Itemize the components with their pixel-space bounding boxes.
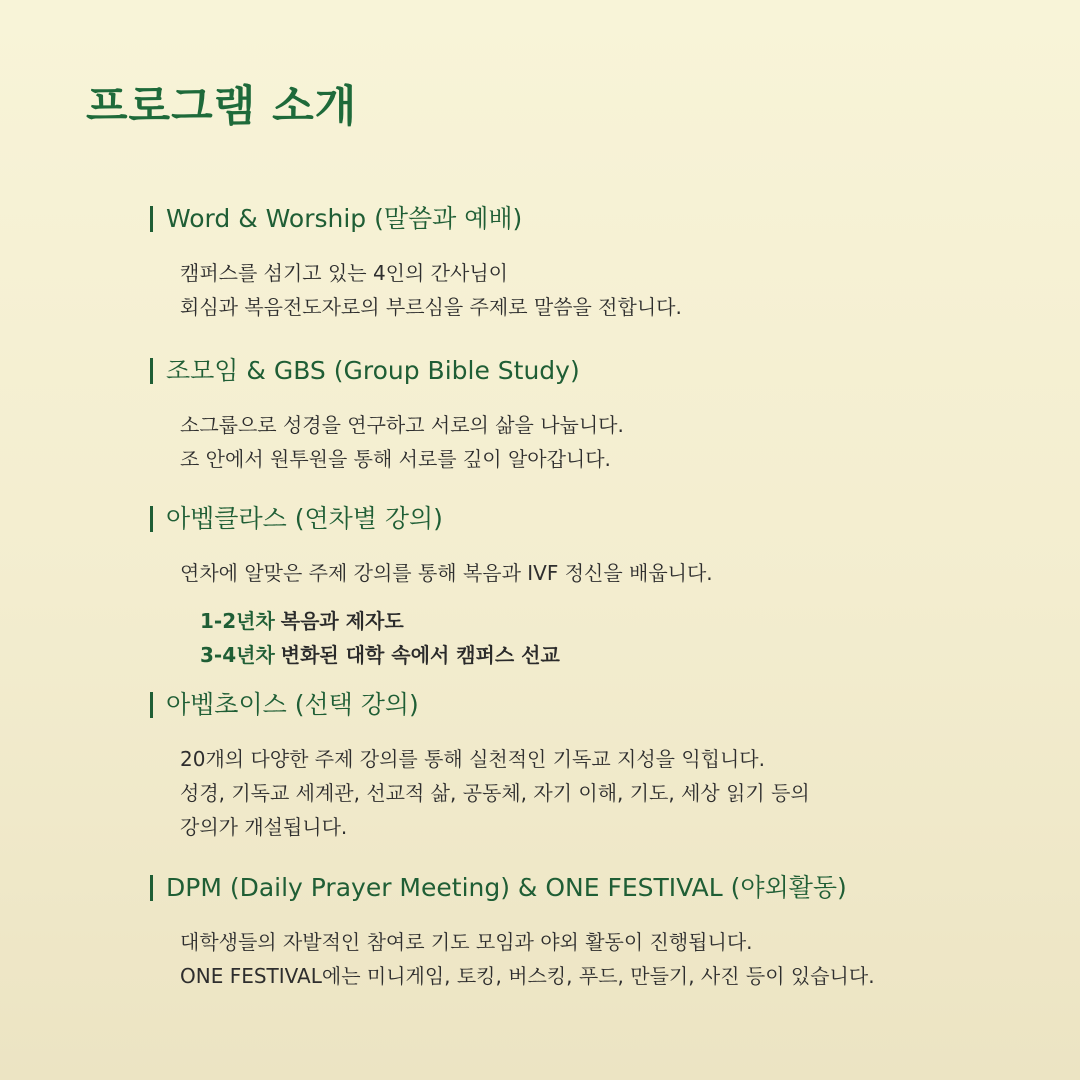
section-abeb-choice bbox=[150, 690, 1030, 844]
heading-bar-divider bbox=[150, 875, 153, 901]
heading-bar-divider bbox=[150, 206, 153, 232]
description-line: 강의가 개설됩니다. bbox=[180, 815, 348, 839]
description-line: 대학생들의 자발적인 참여로 기도 모임과 야외 활동이 진행됩니다. bbox=[180, 930, 753, 954]
section-heading bbox=[150, 690, 1030, 720]
section-heading bbox=[150, 356, 1030, 386]
section-description bbox=[180, 556, 1030, 590]
curriculum-topic: 복음과 제자도 bbox=[280, 609, 404, 633]
section-description bbox=[180, 742, 1030, 844]
description-line: 연차에 알맞은 주제 강의를 통해 복음과 IVF 정신을 배웁니다. bbox=[180, 561, 713, 585]
description-line: 20개의 다양한 주제 강의를 통해 실천적인 기독교 지성을 익힙니다. bbox=[180, 747, 765, 771]
curriculum-item bbox=[200, 604, 1030, 638]
section-heading-text: DPM (Daily Prayer Meeting) & ONE FESTIVAL (야외활동) bbox=[166, 873, 847, 902]
heading-bar-divider bbox=[150, 358, 153, 384]
curriculum-topic: 변화된 대학 속에서 캠퍼스 선교 bbox=[280, 643, 560, 667]
page-title: 프로그램 소개 bbox=[86, 82, 358, 132]
section-description bbox=[180, 925, 1030, 993]
curriculum-year: 3-4년차 bbox=[200, 643, 275, 667]
section-description bbox=[180, 408, 1030, 476]
description-line: ONE FESTIVAL에는 미니게임, 토킹, 버스킹, 푸드, 만들기, 사진 등이 있습니다. bbox=[180, 964, 875, 988]
section-heading bbox=[150, 873, 1030, 903]
curriculum-item bbox=[200, 638, 1030, 672]
section-heading bbox=[150, 204, 1030, 234]
section-group-bible-study bbox=[150, 356, 1030, 476]
section-heading-text: Word & Worship (말씀과 예배) bbox=[166, 204, 523, 233]
description-line: 회심과 복음전도자로의 부르심을 주제로 말씀을 전합니다. bbox=[180, 295, 682, 319]
curriculum-year: 1-2년차 bbox=[200, 609, 275, 633]
section-heading-text: 아벱초이스 (선택 강의) bbox=[166, 690, 419, 719]
section-abeb-class bbox=[150, 504, 1030, 672]
section-word-worship bbox=[150, 204, 1030, 324]
description-line: 성경, 기독교 세계관, 선교적 삶, 공동체, 자기 이해, 기도, 세상 읽기 등의 bbox=[180, 781, 810, 805]
section-heading bbox=[150, 504, 1030, 534]
curriculum-list bbox=[200, 604, 1030, 672]
section-heading-text: 아벱클라스 (연차별 강의) bbox=[166, 504, 443, 533]
section-heading-text: 조모임 & GBS (Group Bible Study) bbox=[166, 356, 580, 385]
section-dpm-one-festival bbox=[150, 873, 1030, 993]
heading-bar-divider bbox=[150, 692, 153, 718]
heading-bar-divider bbox=[150, 506, 153, 532]
description-line: 캠퍼스를 섬기고 있는 4인의 간사님이 bbox=[180, 261, 508, 285]
description-line: 조 안에서 원투원을 통해 서로를 깊이 알아갑니다. bbox=[180, 447, 611, 471]
section-description bbox=[180, 256, 1030, 324]
description-line: 소그룹으로 성경을 연구하고 서로의 삶을 나눕니다. bbox=[180, 413, 624, 437]
